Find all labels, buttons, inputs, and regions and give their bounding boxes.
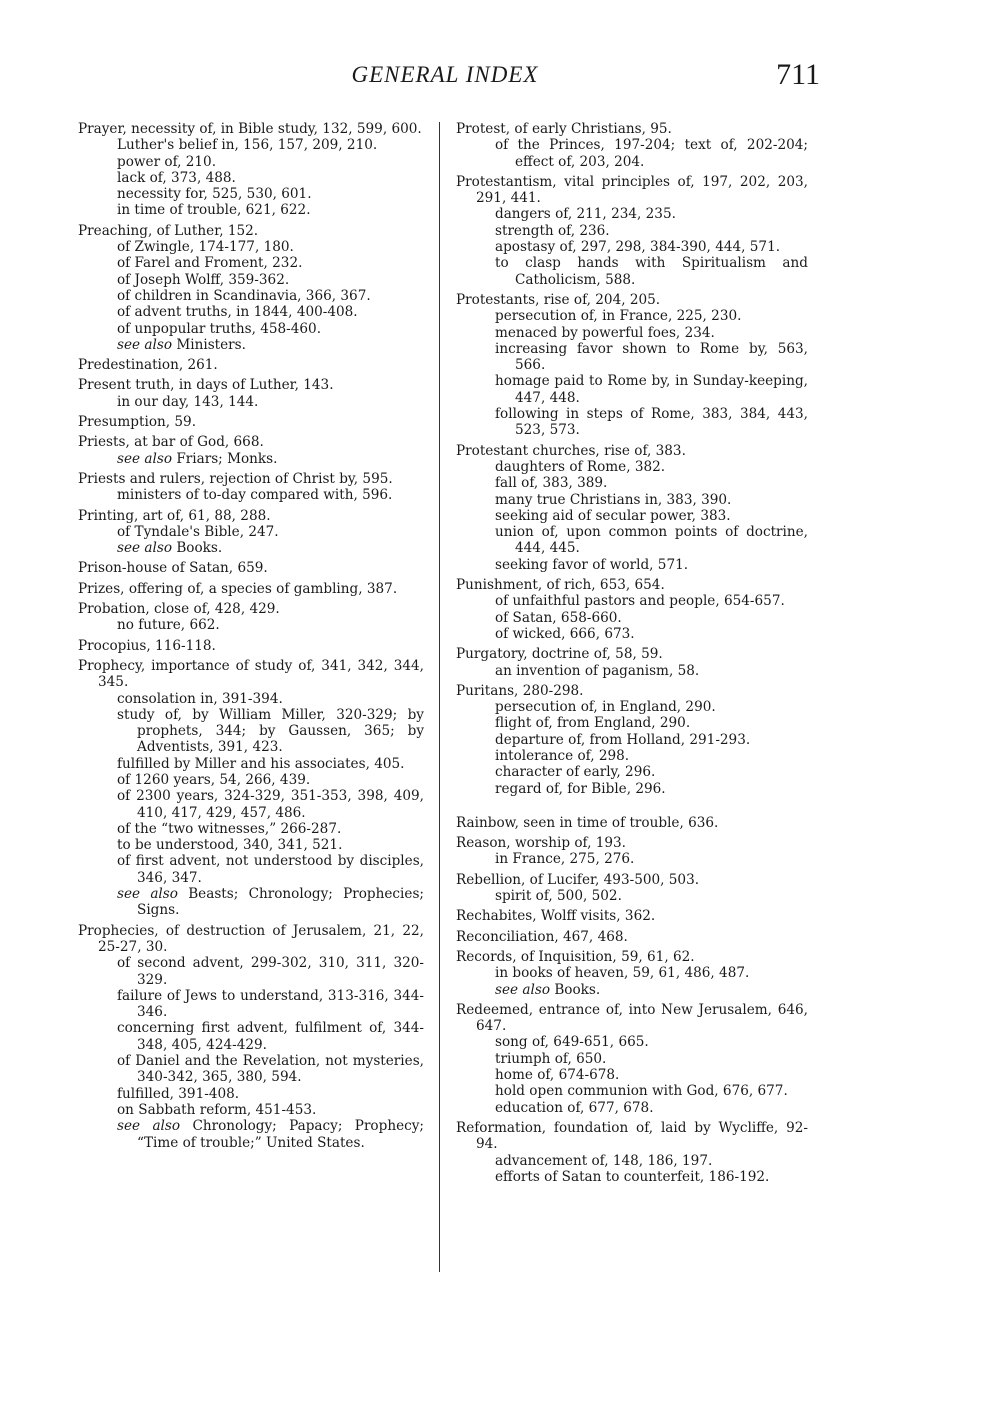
index-heading: Prophecy, importance of study of, 341, 342, 344, 345. bbox=[78, 657, 424, 691]
index-subentry bbox=[495, 781, 808, 797]
index-subentry bbox=[495, 255, 808, 288]
index-subentry bbox=[495, 1153, 808, 1169]
index-subentry bbox=[117, 524, 424, 540]
index-subentry bbox=[495, 524, 808, 557]
index-heading: Prophecies, of destruction of Jerusalem, 21, 22, 25-27, 30. bbox=[78, 922, 424, 955]
subentry-text: of the Princes, 197-204; text of, 202-204; effect of, 203, 204. bbox=[495, 137, 808, 170]
index-entry bbox=[456, 646, 808, 679]
index-heading: Redeemed, entrance of, into New Jerusalem, 646, 647. bbox=[456, 1001, 808, 1035]
subentry-text: spirit of, 500, 502. bbox=[495, 888, 622, 905]
index-subentry bbox=[117, 1118, 424, 1151]
see-also-label: see also bbox=[117, 1118, 181, 1135]
subentry-text: Friars; Monks. bbox=[172, 450, 278, 467]
index-subentry bbox=[117, 707, 424, 756]
index-entry bbox=[78, 658, 424, 919]
index-subentry bbox=[117, 756, 424, 772]
index-subentry bbox=[117, 821, 424, 837]
index-subentry bbox=[117, 1086, 424, 1102]
index-subentry bbox=[495, 699, 808, 715]
index-subentries bbox=[78, 137, 424, 218]
index-subentries bbox=[456, 593, 808, 642]
index-subentry bbox=[495, 851, 808, 867]
index-entry bbox=[78, 638, 424, 654]
subentry-text: hold open communion with God, 676, 677. bbox=[495, 1083, 788, 1100]
index-heading: Rechabites, Wolff visits, 362. bbox=[456, 908, 656, 925]
subentry-text: regard of, for Bible, 296. bbox=[495, 780, 666, 797]
subentry-text: study of, by William Miller, 320-329; by prophets, 344; by Gaussen, 365; by Adventists, 391, 423. bbox=[117, 706, 424, 756]
index-subentry bbox=[495, 1169, 808, 1185]
subentry-text: persecution of, in England, 290. bbox=[495, 699, 716, 716]
index-subentry bbox=[495, 1051, 808, 1067]
index-entry bbox=[456, 815, 808, 831]
index-entry bbox=[78, 377, 424, 410]
index-heading: Reason, worship of, 193. bbox=[456, 835, 627, 852]
subentry-text: intolerance of, 298. bbox=[495, 747, 630, 764]
index-subentry bbox=[495, 406, 808, 439]
index-heading: Punishment, of rich, 653, 654. bbox=[456, 577, 665, 594]
index-heading: Prayer, necessity of, in Bible study, 132, 599, 600. bbox=[78, 121, 422, 137]
subentry-text: menaced by powerful foes, 234. bbox=[495, 324, 715, 341]
subentry-text: in our day, 143, 144. bbox=[117, 393, 259, 410]
index-subentry bbox=[495, 1067, 808, 1083]
subentry-text: Luther's belief in, 156, 157, 209, 210. bbox=[117, 137, 378, 154]
index-heading: Prizes, offering of, a species of gambling, 387. bbox=[78, 580, 398, 597]
subentry-text: increasing favor shown to Rome by, 563, 566. bbox=[495, 340, 808, 374]
index-subentry bbox=[117, 288, 424, 304]
index-entry bbox=[456, 929, 808, 945]
index-subentry bbox=[117, 170, 424, 186]
index-subentry bbox=[495, 341, 808, 374]
index-subentry bbox=[495, 325, 808, 341]
index-subentries bbox=[78, 691, 424, 919]
index-heading: Priests, at bar of God, 668. bbox=[78, 434, 264, 451]
subentry-text: Ministers. bbox=[172, 336, 246, 353]
index-subentry bbox=[117, 239, 424, 255]
index-subentry bbox=[117, 321, 424, 337]
index-subentry bbox=[495, 137, 808, 170]
index-subentry bbox=[495, 888, 808, 904]
index-heading: Probation, close of, 428, 429. bbox=[78, 601, 280, 618]
subentry-text: flight of, from England, 290. bbox=[495, 715, 691, 732]
index-entry bbox=[78, 923, 424, 1151]
index-heading: Reconciliation, 467, 468. bbox=[456, 928, 628, 945]
subentry-text: lack of, 373, 488. bbox=[117, 169, 236, 186]
index-subentry bbox=[495, 459, 808, 475]
index-column-right bbox=[456, 121, 808, 1189]
subentry-text: an invention of paganism, 58. bbox=[495, 662, 700, 679]
index-entry bbox=[456, 1002, 808, 1116]
page-title: GENERAL INDEX bbox=[351, 62, 539, 87]
subentry-text: failure of Jews to understand, 313-316, 344-346. bbox=[117, 987, 424, 1021]
index-subentries bbox=[456, 308, 808, 438]
subentry-text: consolation in, 391-394. bbox=[117, 690, 283, 707]
subentry-text: daughters of Rome, 382. bbox=[495, 458, 666, 475]
subentry-text: power of, 210. bbox=[117, 153, 217, 170]
subentry-text: fall of, 383, 389. bbox=[495, 475, 608, 492]
index-subentry bbox=[117, 853, 424, 886]
index-entry bbox=[78, 560, 424, 576]
index-heading: Predestination, 261. bbox=[78, 357, 218, 374]
index-subentries bbox=[78, 239, 424, 353]
index-subentry bbox=[117, 304, 424, 320]
index-subentry bbox=[117, 1020, 424, 1053]
index-entry bbox=[456, 577, 808, 642]
subentry-text: in time of trouble, 621, 622. bbox=[117, 202, 311, 219]
subentry-text: Chronology; Papacy; Prophecy; “Time of trouble;” United States. bbox=[137, 1118, 424, 1151]
index-entry bbox=[456, 949, 808, 998]
subentry-text: fulfilled, 391-408. bbox=[117, 1085, 240, 1102]
index-subentry bbox=[117, 186, 424, 202]
page-number: 711 bbox=[776, 58, 820, 91]
index-subentry bbox=[117, 837, 424, 853]
index-entry bbox=[456, 683, 808, 797]
index-subentry bbox=[117, 988, 424, 1021]
index-subentry bbox=[495, 965, 808, 981]
index-subentry bbox=[117, 772, 424, 788]
index-heading: Reformation, foundation of, laid by Wycliffe, 92-94. bbox=[456, 1119, 808, 1153]
index-entry bbox=[456, 443, 808, 573]
subentry-text: strength of, 236. bbox=[495, 222, 610, 239]
index-subentry bbox=[495, 663, 808, 679]
index-heading: Prison-house of Satan, 659. bbox=[78, 560, 268, 577]
index-entry bbox=[456, 292, 808, 439]
index-entry bbox=[78, 223, 424, 353]
index-subentries bbox=[456, 1034, 808, 1115]
subentry-text: of 2300 years, 324-329, 351-353, 398, 409, 410, 417, 429, 457, 486. bbox=[117, 788, 424, 821]
subentry-text: in France, 275, 276. bbox=[495, 851, 635, 868]
index-subentry bbox=[495, 748, 808, 764]
index-subentry bbox=[117, 788, 424, 821]
index-entry bbox=[78, 357, 424, 373]
subentry-text: of the “two witnesses,” 266-287. bbox=[117, 820, 342, 837]
subentry-text: education of, 677, 678. bbox=[495, 1099, 654, 1116]
subentry-text: efforts of Satan to counterfeit, 186-192. bbox=[495, 1168, 770, 1185]
index-entry bbox=[78, 434, 424, 467]
index-entry bbox=[456, 872, 808, 905]
subentry-text: departure of, from Holland, 291-293. bbox=[495, 731, 751, 748]
subentry-text: following in steps of Rome, 383, 384, 443, 523, 573. bbox=[495, 406, 808, 439]
index-subentry bbox=[117, 137, 424, 153]
index-subentry bbox=[495, 206, 808, 222]
index-subentry bbox=[117, 272, 424, 288]
subentry-text: no future, 662. bbox=[117, 617, 220, 634]
subentry-text: in books of heaven, 59, 61, 486, 487. bbox=[495, 965, 750, 982]
index-subentry bbox=[495, 475, 808, 491]
subentry-text: of first advent, not understood by disciples, 346, 347. bbox=[117, 853, 424, 886]
subentry-text: apostasy of, 297, 298, 384-390, 444, 571. bbox=[495, 239, 781, 256]
subentry-text: advancement of, 148, 186, 197. bbox=[495, 1152, 713, 1169]
index-subentry bbox=[117, 394, 424, 410]
subentry-text: seeking favor of world, 571. bbox=[495, 556, 689, 573]
index-subentry bbox=[495, 508, 808, 524]
subentry-text: of unpopular truths, 458-460. bbox=[117, 320, 322, 337]
index-heading: Rebellion, of Lucifer, 493-500, 503. bbox=[456, 871, 700, 888]
subentry-text: homage paid to Rome by, in Sunday-keeping, 447, 448. bbox=[495, 373, 808, 406]
index-heading: Priests and rulers, rejection of Christ by, 595. bbox=[78, 470, 393, 487]
subentry-text: song of, 649-651, 665. bbox=[495, 1034, 649, 1051]
index-subentry bbox=[495, 1083, 808, 1099]
index-entry bbox=[456, 1120, 808, 1185]
index-heading: Protestant churches, rise of, 383. bbox=[456, 442, 686, 459]
see-also-label: see also bbox=[117, 886, 178, 903]
index-subentry bbox=[495, 626, 808, 642]
index-entry bbox=[456, 908, 808, 924]
see-also-label: see also bbox=[117, 336, 172, 353]
subentry-text: triumph of, 650. bbox=[495, 1050, 607, 1067]
index-entry bbox=[456, 835, 808, 868]
subentry-text: Books. bbox=[172, 540, 223, 557]
index-subentries bbox=[456, 137, 808, 170]
subentry-text: of Tyndale's Bible, 247. bbox=[117, 523, 279, 540]
subentry-text: seeking aid of secular power, 383. bbox=[495, 507, 731, 524]
subentry-text: of children in Scandinavia, 366, 367. bbox=[117, 287, 371, 304]
see-also-label: see also bbox=[117, 540, 172, 557]
index-heading: Protestants, rise of, 204, 205. bbox=[456, 291, 661, 308]
index-column-left bbox=[78, 121, 424, 1155]
index-subentries bbox=[78, 524, 424, 557]
subentry-text: of Zwingle, 174-177, 180. bbox=[117, 239, 294, 256]
index-subentries bbox=[456, 206, 808, 287]
index-subentry bbox=[117, 617, 424, 633]
index-subentry bbox=[495, 1100, 808, 1116]
subentry-text: of wicked, 666, 673. bbox=[495, 625, 635, 642]
index-subentries bbox=[456, 663, 808, 679]
index-entry bbox=[78, 121, 424, 219]
index-subentries bbox=[78, 451, 424, 467]
index-subentry bbox=[495, 308, 808, 324]
column-divider bbox=[439, 122, 440, 1272]
index-subentry bbox=[117, 202, 424, 218]
subentry-text: of Joseph Wolff, 359-362. bbox=[117, 271, 290, 288]
index-entry bbox=[456, 174, 808, 288]
index-subentry bbox=[117, 1053, 424, 1086]
index-subentries bbox=[456, 888, 808, 904]
subentry-text: concerning first advent, fulfilment of, 344-348, 405, 424-429. bbox=[117, 1020, 424, 1053]
subentry-text: character of early, 296. bbox=[495, 764, 656, 781]
subentry-text: persecution of, in France, 225, 230. bbox=[495, 308, 742, 325]
index-subentry bbox=[495, 610, 808, 626]
index-subentry bbox=[495, 223, 808, 239]
subentry-text: of unfaithful pastors and people, 654-657. bbox=[495, 593, 785, 610]
index-heading: Procopius, 116-118. bbox=[78, 637, 216, 654]
index-subentry bbox=[495, 982, 808, 998]
index-entry bbox=[78, 581, 424, 597]
index-subentry bbox=[117, 955, 424, 988]
index-heading: Rainbow, seen in time of trouble, 636. bbox=[456, 814, 719, 831]
subentry-text: fulfilled by Miller and his associates, 405. bbox=[117, 755, 405, 772]
index-subentries bbox=[78, 617, 424, 633]
index-subentry bbox=[117, 154, 424, 170]
subentry-text: many true Christians in, 383, 390. bbox=[495, 491, 732, 508]
subentry-text: of second advent, 299-302, 310, 311, 320-329. bbox=[117, 955, 424, 988]
index-heading: Present truth, in days of Luther, 143. bbox=[78, 377, 334, 394]
index-subentries bbox=[78, 394, 424, 410]
index-subentries bbox=[456, 1153, 808, 1186]
index-subentry bbox=[495, 1034, 808, 1050]
subentry-text: ministers of to-day compared with, 596. bbox=[117, 487, 393, 504]
subentry-text: of Satan, 658-660. bbox=[495, 609, 622, 626]
index-subentry bbox=[117, 691, 424, 707]
see-also-label: see also bbox=[117, 450, 172, 467]
index-subentry bbox=[117, 255, 424, 271]
index-heading: Preaching, of Luther, 152. bbox=[78, 222, 259, 239]
index-subentries bbox=[78, 487, 424, 503]
index-entry bbox=[78, 471, 424, 504]
index-heading: Printing, art of, 61, 88, 288. bbox=[78, 507, 271, 524]
subentry-text: necessity for, 525, 530, 601. bbox=[117, 186, 312, 203]
index-subentry bbox=[495, 239, 808, 255]
subentry-text: union of, upon common points of doctrine, 444, 445. bbox=[495, 524, 808, 557]
index-heading: Protestantism, vital principles of, 197, 202, 203, 291, 441. bbox=[456, 173, 808, 207]
index-subentry bbox=[495, 593, 808, 609]
index-subentries bbox=[456, 851, 808, 867]
index-subentries bbox=[78, 955, 424, 1151]
index-subentry bbox=[117, 1102, 424, 1118]
index-subentries bbox=[456, 965, 808, 998]
index-entry bbox=[78, 508, 424, 557]
index-subentry bbox=[495, 732, 808, 748]
subentry-text: of 1260 years, 54, 266, 439. bbox=[117, 771, 311, 788]
index-subentries bbox=[456, 459, 808, 573]
subentry-text: to clasp hands with Spiritualism and Catholicism, 588. bbox=[495, 255, 808, 288]
index-entry bbox=[78, 601, 424, 634]
index-subentry bbox=[495, 373, 808, 406]
index-heading: Purgatory, doctrine of, 58, 59. bbox=[456, 646, 663, 663]
index-entry bbox=[456, 121, 808, 170]
index-subentry bbox=[117, 540, 424, 556]
subentry-text: of advent truths, in 1844, 400-408. bbox=[117, 304, 358, 321]
index-subentry bbox=[117, 886, 424, 919]
index-subentry bbox=[117, 451, 424, 467]
see-also-label: see also bbox=[495, 981, 550, 998]
subentry-text: Books. bbox=[550, 981, 601, 998]
subentry-text: home of, 674-678. bbox=[495, 1067, 620, 1084]
index-subentry bbox=[495, 715, 808, 731]
index-heading: Protest, of early Christians, 95. bbox=[456, 121, 672, 137]
subentry-text: of Farel and Froment, 232. bbox=[117, 255, 303, 272]
subentry-text: to be understood, 340, 341, 521. bbox=[117, 837, 343, 854]
subentry-text: of Daniel and the Revelation, not mysteries, 340-342, 365, 380, 594. bbox=[117, 1053, 424, 1086]
index-subentry bbox=[495, 557, 808, 573]
index-entry bbox=[78, 414, 424, 430]
index-heading: Puritans, 280-298. bbox=[456, 682, 584, 699]
index-heading: Presumption, 59. bbox=[78, 414, 197, 431]
index-subentries bbox=[456, 699, 808, 797]
subentry-text: dangers of, 211, 234, 235. bbox=[495, 206, 676, 223]
index-subentry bbox=[495, 492, 808, 508]
index-subentry bbox=[117, 337, 424, 353]
subentry-text: on Sabbath reform, 451-453. bbox=[117, 1101, 317, 1118]
index-heading: Records, of Inquisition, 59, 61, 62. bbox=[456, 948, 695, 965]
subentry-text: Beasts; Chronology; Prophecies; Signs. bbox=[137, 886, 424, 919]
index-subentry bbox=[495, 764, 808, 780]
index-subentry bbox=[117, 487, 424, 503]
